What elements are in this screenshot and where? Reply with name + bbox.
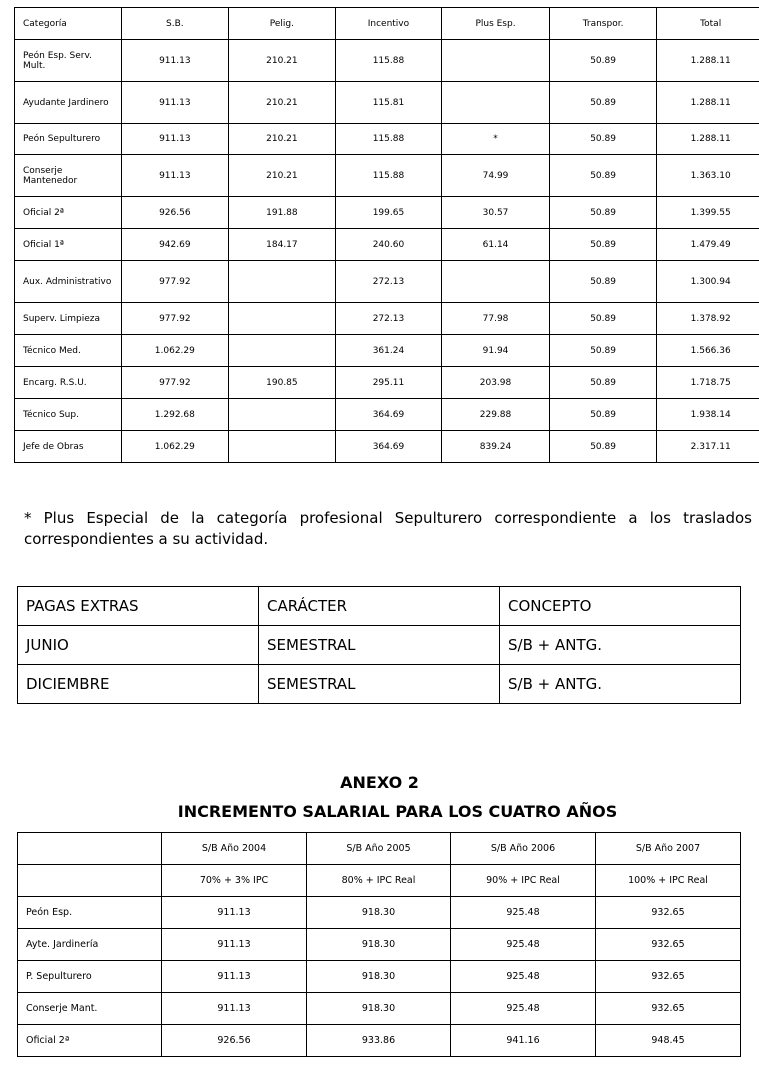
table-row [18, 929, 741, 961]
table-cell: * [442, 124, 550, 155]
table-row [18, 587, 741, 626]
table-cell: 942.69 [121, 229, 229, 261]
table-cell [229, 303, 336, 335]
annex-subtitle: INCREMENTO SALARIAL PARA LOS CUATRO AÑOS [177, 802, 618, 821]
table-cell: 911.13 [121, 82, 229, 124]
annex-title: ANEXO 2 [340, 773, 419, 792]
category-cell: P. Sepulturero [18, 961, 162, 993]
column-header: S/B Año 2006 [451, 833, 596, 865]
table-row [15, 261, 759, 303]
table-cell: 941.16 [451, 1025, 596, 1057]
table-cell: 77.98 [442, 303, 550, 335]
table-cell: 948.45 [596, 1025, 741, 1057]
table-cell: 911.13 [121, 124, 229, 155]
category-cell: Peón Esp. [18, 897, 162, 929]
category-cell: Técnico Sup. [15, 399, 122, 431]
category-cell: Técnico Med. [15, 335, 122, 367]
formula-cell: 90% + IPC Real [451, 865, 596, 897]
category-cell: Peón Sepulturero [15, 124, 122, 155]
column-header: Total [657, 8, 759, 40]
table-cell: 1.288.11 [657, 82, 759, 124]
table-row [15, 197, 759, 229]
column-header: Pelig. [229, 8, 336, 40]
category-cell: Oficial 2ª [18, 1025, 162, 1057]
table-cell: 1.062.29 [121, 431, 229, 463]
table-cell: 1.938.14 [657, 399, 759, 431]
formula-row [18, 865, 741, 897]
table-cell: 272.13 [335, 303, 442, 335]
table-cell: 115.88 [335, 40, 442, 82]
table-cell: DICIEMBRE [18, 665, 259, 704]
table-cell: CONCEPTO [500, 587, 741, 626]
table-cell: 210.21 [229, 124, 336, 155]
table-row [18, 665, 741, 704]
category-cell: Superv. Limpieza [15, 303, 122, 335]
table-cell: 977.92 [121, 303, 229, 335]
table-row [15, 367, 759, 399]
table-cell: 925.48 [451, 929, 596, 961]
table-cell: 925.48 [451, 961, 596, 993]
category-cell: Encarg. R.S.U. [15, 367, 122, 399]
table-cell: 50.89 [549, 261, 657, 303]
table-cell: 50.89 [549, 40, 657, 82]
table-cell: 199.65 [335, 197, 442, 229]
column-header: S/B Año 2004 [162, 833, 307, 865]
table-cell: S/B + ANTG. [500, 665, 741, 704]
table-cell: 977.92 [121, 367, 229, 399]
table-cell: 295.11 [335, 367, 442, 399]
formula-cell: 100% + IPC Real [596, 865, 741, 897]
table-cell: 190.85 [229, 367, 336, 399]
table-cell: SEMESTRAL [259, 665, 500, 704]
table-cell: 115.88 [335, 155, 442, 197]
table-row [15, 335, 759, 367]
table-cell: 1.479.49 [657, 229, 759, 261]
table-cell: 1.566.36 [657, 335, 759, 367]
table-cell [442, 261, 550, 303]
table-cell: 1.062.29 [121, 335, 229, 367]
table-cell: 1.363.10 [657, 155, 759, 197]
table-cell: 1.399.55 [657, 197, 759, 229]
extras-table [17, 586, 741, 704]
column-header: Transpor. [549, 8, 657, 40]
table-cell: 30.57 [442, 197, 550, 229]
table-cell [442, 82, 550, 124]
table-cell: 272.13 [335, 261, 442, 303]
table-cell: 50.89 [549, 431, 657, 463]
table-cell: 50.89 [549, 197, 657, 229]
column-header: Plus Esp. [442, 8, 550, 40]
table-cell: 1.292.68 [121, 399, 229, 431]
table-cell: 50.89 [549, 367, 657, 399]
salary-table [14, 7, 759, 463]
table-cell: 50.89 [549, 335, 657, 367]
table-cell: 191.88 [229, 197, 336, 229]
formula-cell: 70% + 3% IPC [162, 865, 307, 897]
table-cell: 210.21 [229, 155, 336, 197]
table-cell: SEMESTRAL [259, 626, 500, 665]
table-cell: 932.65 [596, 993, 741, 1025]
table-cell: 932.65 [596, 929, 741, 961]
table-row [15, 399, 759, 431]
table-cell: 1.288.11 [657, 124, 759, 155]
table-cell: 918.30 [307, 897, 451, 929]
table-cell: 911.13 [121, 155, 229, 197]
formula-cell: 80% + IPC Real [307, 865, 451, 897]
table-row [15, 431, 759, 463]
table-cell: 911.13 [121, 40, 229, 82]
table-cell: 50.89 [549, 229, 657, 261]
table-cell: 911.13 [162, 929, 307, 961]
column-header [18, 833, 162, 865]
table-header-row [18, 833, 741, 865]
table-cell: 911.13 [162, 993, 307, 1025]
table-cell: 1.718.75 [657, 367, 759, 399]
table-cell: 364.69 [335, 399, 442, 431]
table-cell: 240.60 [335, 229, 442, 261]
table-cell: 50.89 [549, 399, 657, 431]
table-cell: PAGAS EXTRAS [18, 587, 259, 626]
table-cell: 115.88 [335, 124, 442, 155]
table-cell: 115.81 [335, 82, 442, 124]
table-cell: 918.30 [307, 929, 451, 961]
column-header: S/B Año 2007 [596, 833, 741, 865]
salary-increase-table [17, 832, 741, 1057]
table-cell: 229.88 [442, 399, 550, 431]
table-cell: 1.300.94 [657, 261, 759, 303]
table-cell: 839.24 [442, 431, 550, 463]
table-cell: 74.99 [442, 155, 550, 197]
category-cell: Oficial 2ª [15, 197, 122, 229]
table-row [15, 124, 759, 155]
table-row [18, 626, 741, 665]
column-header: S/B Año 2005 [307, 833, 451, 865]
table-row [18, 897, 741, 929]
table-cell: 925.48 [451, 897, 596, 929]
table-cell: 361.24 [335, 335, 442, 367]
column-header: S.B. [121, 8, 229, 40]
table-row [15, 82, 759, 124]
table-row [15, 155, 759, 197]
table-cell: 2.317.11 [657, 431, 759, 463]
table-cell: 203.98 [442, 367, 550, 399]
table-cell: CARÁCTER [259, 587, 500, 626]
table-cell: 911.13 [162, 961, 307, 993]
table-row [18, 993, 741, 1025]
table-cell: 932.65 [596, 897, 741, 929]
table-cell: 50.89 [549, 124, 657, 155]
category-cell: Aux. Administrativo [15, 261, 122, 303]
table-cell: 210.21 [229, 82, 336, 124]
table-cell [229, 261, 336, 303]
table-cell: 926.56 [162, 1025, 307, 1057]
table-cell: 933.86 [307, 1025, 451, 1057]
table-row [18, 961, 741, 993]
category-cell: Conserje Mantenedor [15, 155, 122, 197]
category-cell: Ayudante Jardinero [15, 82, 122, 124]
table-cell [442, 40, 550, 82]
table-cell: 91.94 [442, 335, 550, 367]
formula-cell [18, 865, 162, 897]
table-cell: 911.13 [162, 897, 307, 929]
table-header-row [15, 8, 759, 40]
category-cell: Peón Esp. Serv. Mult. [15, 40, 122, 82]
table-row [15, 40, 759, 82]
table-cell: 918.30 [307, 961, 451, 993]
table-row [15, 229, 759, 261]
table-cell: JUNIO [18, 626, 259, 665]
table-cell: 50.89 [549, 303, 657, 335]
category-cell: Ayte. Jardinería [18, 929, 162, 961]
table-cell [229, 335, 336, 367]
column-header: Categoría [15, 8, 122, 40]
table-cell [229, 431, 336, 463]
table-cell: 50.89 [549, 82, 657, 124]
table-cell: 925.48 [451, 993, 596, 1025]
table-cell: S/B + ANTG. [500, 626, 741, 665]
category-cell: Conserje Mant. [18, 993, 162, 1025]
table-cell: 50.89 [549, 155, 657, 197]
table-cell: 918.30 [307, 993, 451, 1025]
table-cell: 977.92 [121, 261, 229, 303]
table-cell: 932.65 [596, 961, 741, 993]
table-row [18, 1025, 741, 1057]
table-cell: 926.56 [121, 197, 229, 229]
table-cell: 1.288.11 [657, 40, 759, 82]
table-cell: 210.21 [229, 40, 336, 82]
table-cell [229, 399, 336, 431]
footnote: * Plus Especial de la categoría profesional Sepulturero correspondiente a los traslados correspondientes a su actividad. [24, 509, 752, 548]
table-cell: 364.69 [335, 431, 442, 463]
column-header: Incentivo [335, 8, 442, 40]
category-cell: Oficial 1ª [15, 229, 122, 261]
category-cell: Jefe de Obras [15, 431, 122, 463]
table-cell: 184.17 [229, 229, 336, 261]
table-cell: 61.14 [442, 229, 550, 261]
table-row [15, 303, 759, 335]
table-cell: 1.378.92 [657, 303, 759, 335]
